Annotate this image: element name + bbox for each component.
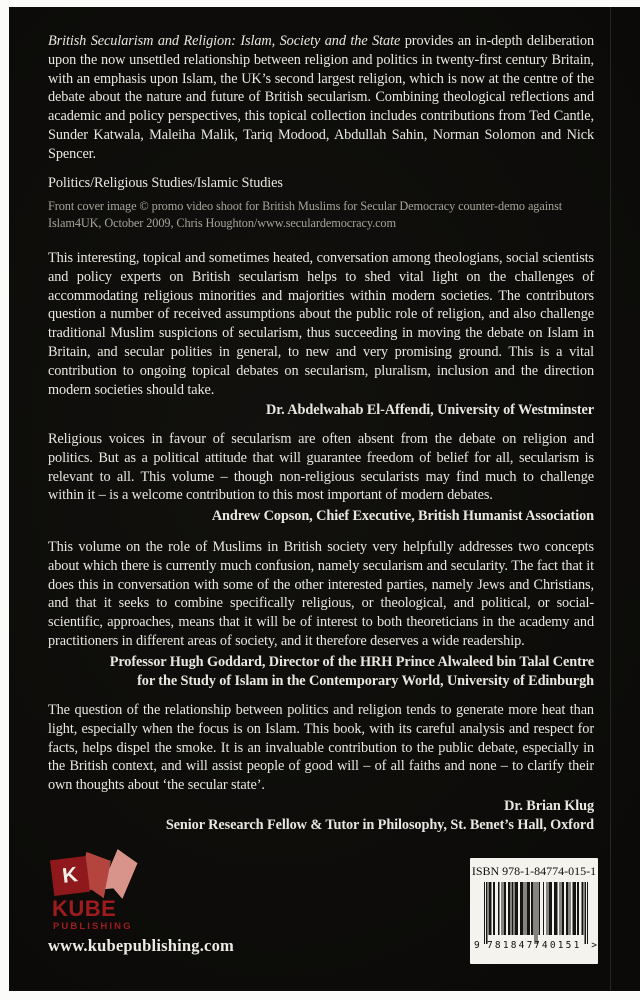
barcode-svg [484,882,588,944]
category-line: Politics/Religious Studies/Islamic Studies [48,175,283,191]
cover-edge-line [610,7,611,991]
barcode-digits-left: 781847 [487,940,535,951]
endorsement-attribution: Senior Research Fellow & Tutor in Philosophy, St. Benet’s Hall, Oxford [165,816,594,833]
barcode [474,882,597,952]
book-description-block [48,32,594,164]
barcode-arrow: > [591,940,597,951]
endorsement-attribution: Dr. Brian Klug [504,797,594,814]
barcode-digits-right: 740151 [534,940,582,951]
endorsement-attribution: for the Study of Islam in the Contemporary World, University of Edinburgh [137,672,594,689]
logo-k-icon: K [50,856,90,896]
endorsement-1 [48,249,594,420]
endorsement-attribution: Dr. Abdelwahab El-Affendi, University of Westminster [265,402,594,419]
isbn-panel [470,858,598,964]
endorsement-text: This volume on the role of Muslims in British society very helpfully addresses two concepts about which there is currently much confusion, namely secularism and secularity. The fact that it does this in conversation with some of the other interested parties, namely Jews and Christians, and that it seeks to combine specifically religious, or theological, and political, or social-scientific, approaches, means that it will be of interest to both theoreticians in the academy and practitioners in different areas of society, and it therefore deserves a wide readership. [48,539,594,649]
endorsement-text: This interesting, topical and sometimes heated, conversation among theologians, social scientists and policy experts on British secularism helps to shed vital light on the challenges of accommodating religious minorities and majorities within modern societies. The contributors question a number of received assumptions about the public role of religion, and also challenge traditional Muslim suspicions of secularism, thus succeeding in moving the debate on Islam in Britain, and secular polities in general, to new and very promising ground. This is a vital contribution to ongoing topical debates on secularism, pluralism, inclusion and the direction modern societies should take. [48,250,594,398]
credit-block [48,198,594,232]
isbn-number: ISBN 978-1-84774-015-1 [471,864,597,878]
endorsement-text: Religious voices in favour of secularism are often absent from the debate on religion and politics. But as a political attitude that will guarantee freedom of belief for all, secularism is relevant to all. This volume – though non-religious secularists may find much to challenge within it – is a welcome contribution to this most important of modern debates. [48,431,594,504]
category-block [48,174,594,193]
cover-image-credit: Front cover image © promo video shoot for British Muslims for Secular Democracy counter-demo against Islam4UK, October 2009, Chris Houghton/www.seculardemocracy.com [48,199,563,230]
publisher-website: www.kubepublishing.com [48,936,234,955]
book-description [48,32,594,164]
endorsement-attribution: Professor Hugh Goddard, Director of the HRH Prince Alwaleed bin Talal Centre [109,653,594,670]
description-text: provides an in-depth deliberation upon the now unsettled relationship between religion and politics in twenty-first century Britain, with an emphasis upon Islam, the UK’s second largest religion, which is now at the centre of the debate about the nature and future of British secularism. Combining theological reflections and academic and policy perspectives, this topical collection includes contributions from Ted Cantle, Sunder Katwala, Maleiha Malik, Tariq Modood, Abdullah Sahin, Norman Solomon and Nick Spencer. [48,33,594,162]
endorsement-attribution: Andrew Copson, Chief Executive, British Humanist Association [211,508,594,525]
barcode-digit-lead: 9 [474,940,480,951]
endorsement-4 [48,701,594,835]
publisher-name: KUBE [52,896,117,921]
endorsement-3 [48,538,594,690]
book-title: British Secularism and Religion: Islam, Society and the State [48,33,401,49]
endorsement-text: The question of the relationship between politics and religion tends to generate more heat than light, especially when the focus is on Islam. This book, with its careful analysis and respect for facts, helps dispel the smoke. It is an invaluable contribution to the public debate, especially in the British context, and will assist people of good will – of all faiths and none – to clarify their own thoughts about ‘the secular state’. [48,702,594,794]
endorsement-2 [48,430,594,526]
book-back-cover [9,7,640,991]
publisher-subtitle: PUBLISHING [53,921,133,932]
